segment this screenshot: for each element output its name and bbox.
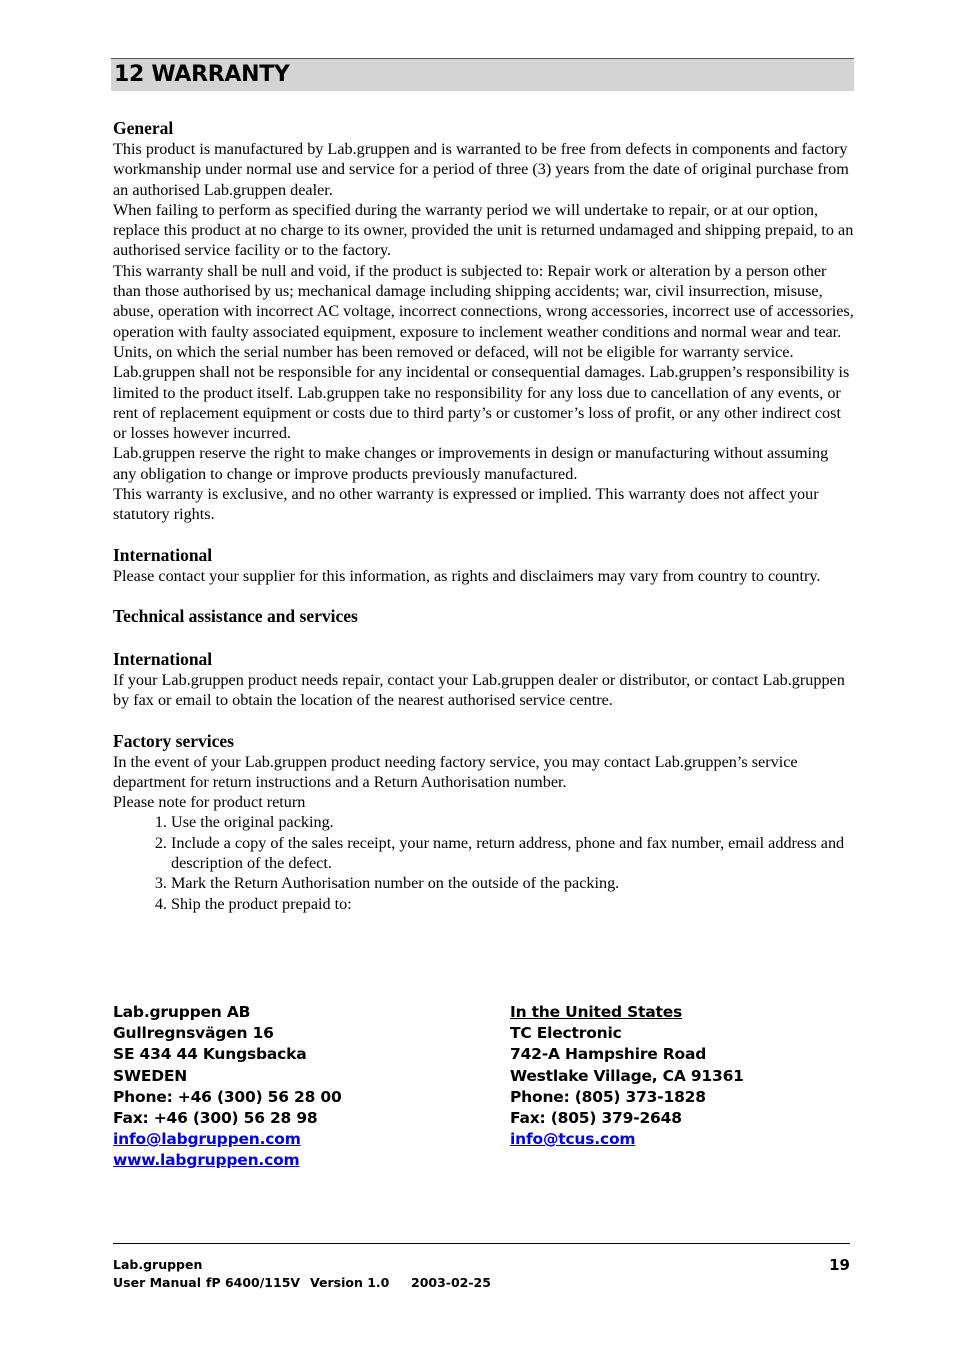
- phone-number: Phone: (805) 373-1828: [510, 1087, 706, 1106]
- return-note: Please note for product return: [113, 793, 306, 812]
- fax-number: Fax: (805) 379-2648: [510, 1109, 682, 1128]
- page-footer: [113, 1256, 850, 1292]
- website-link[interactable]: www.labgruppen.com: [113, 1151, 300, 1170]
- company-name: Lab.gruppen AB: [113, 1003, 251, 1021]
- general-paragraph-1: This product is manufactured by Lab.gruppen and is warranted to be free from defects in components and factory workmanship under normal use and service for a period of three (3) years from the date of original purchase from an authorised Lab.gruppen dealer.: [113, 140, 849, 199]
- footer-divider: [113, 1243, 850, 1244]
- general-paragraph-5: Lab.gruppen reserve the right to make changes or improvements in design or manufacturing without assuming any obligation to change or improve products previously manufactured.: [113, 444, 829, 483]
- list-item: 4. Ship the product prepaid to:: [171, 894, 855, 914]
- fax-number: Fax: +46 (300) 56 28 98: [113, 1109, 318, 1128]
- email-link[interactable]: info@tcus.com: [510, 1130, 636, 1149]
- footer-date: 2003-02-25: [411, 1275, 491, 1290]
- list-item: 2. Include a copy of the sales receipt, your name, return address, phone and fax number, email address and description of the defect.: [171, 833, 855, 874]
- page-title: 12 WARRANTY: [114, 62, 290, 87]
- heading-factory-services: Factory services: [113, 730, 234, 751]
- email-link[interactable]: info@labgruppen.com: [113, 1130, 301, 1149]
- footer-version: Version 1.0: [310, 1275, 390, 1290]
- list-item: 1. Use the original packing.: [171, 812, 855, 832]
- phone-number: Phone: +46 (300) 56 28 00: [113, 1087, 342, 1106]
- city-address: Westlake Village, CA 91361: [510, 1066, 744, 1085]
- footer-manual: User Manual: [113, 1275, 201, 1290]
- city-address: SE 434 44 Kungsbacka: [113, 1045, 307, 1064]
- street-address: Gullregnsvägen 16: [113, 1024, 274, 1043]
- international-text: Please contact your supplier for this information, as rights and disclaimers may vary from country to country.: [113, 566, 821, 585]
- heading-international: International: [113, 544, 213, 565]
- general-paragraph-6: This warranty is exclusive, and no other warranty is expressed or implied. This warranty does not affect your statutory rights.: [113, 485, 819, 524]
- title-bar: [111, 58, 854, 91]
- general-paragraph-4: Lab.gruppen shall not be responsible for any incidental or consequential damages. Lab.gruppen’s responsibility is limited to the product itself. Lab.gruppen take no responsibility for any loss due to cancellation of any events, or rent of replacement equipment or costs due to third party’s or customer’s loss of profit, or any other indirect cost or losses however incurred.: [113, 363, 850, 443]
- address-sweden: [113, 1002, 342, 1172]
- international-service-text: If your Lab.gruppen product needs repair, contact your Lab.gruppen dealer or distributor, or contact Lab.gruppen by fax or email to obtain the location of the nearest authorised service centre.: [113, 670, 845, 710]
- us-heading: In the United States: [510, 1003, 683, 1021]
- body-content: [113, 118, 855, 914]
- heading-general: General: [113, 118, 174, 138]
- page-number: 19: [829, 1256, 850, 1274]
- company-name: TC Electronic: [510, 1024, 622, 1043]
- general-paragraph-2: When failing to perform as specified during the warranty period we will undertake to repair, or at our option, replace this product at no charge to its owner, provided the unit is returned undamaged and shipping prepaid, to an authorised service facility or to the factory.: [113, 200, 854, 260]
- return-steps-list: [113, 812, 855, 913]
- footer-brand: Lab.gruppen: [113, 1257, 203, 1272]
- address-united-states: [510, 1002, 744, 1150]
- street-address: 742-A Hampshire Road: [510, 1045, 707, 1064]
- heading-technical-assistance: Technical assistance and services: [113, 605, 358, 626]
- factory-services-text: In the event of your Lab.gruppen product needing factory service, you may contact Lab.gruppen’s service department for return instructions and a Return Authorisation number.: [113, 752, 798, 791]
- heading-international-service: International: [113, 648, 213, 669]
- country: SWEDEN: [113, 1066, 188, 1085]
- footer-model: fP 6400/115V: [206, 1275, 301, 1290]
- list-item: 3. Mark the Return Authorisation number on the outside of the packing.: [171, 873, 855, 893]
- general-paragraph-3: This warranty shall be null and void, if the product is subjected to: Repair work or alteration by a person other than those authorised by us; mechanical damage including shipping accidents; war, civil insurrection, misuse, abuse, operation with incorrect AC voltage, incorrect connections, wrong accessories, incorrect use of accessories, operation with faulty associated equipment, exposure to inclement weather conditions and normal wear and tear. Units, on which the serial number has been removed or defaced, will not be eligible for warranty service.: [113, 261, 854, 361]
